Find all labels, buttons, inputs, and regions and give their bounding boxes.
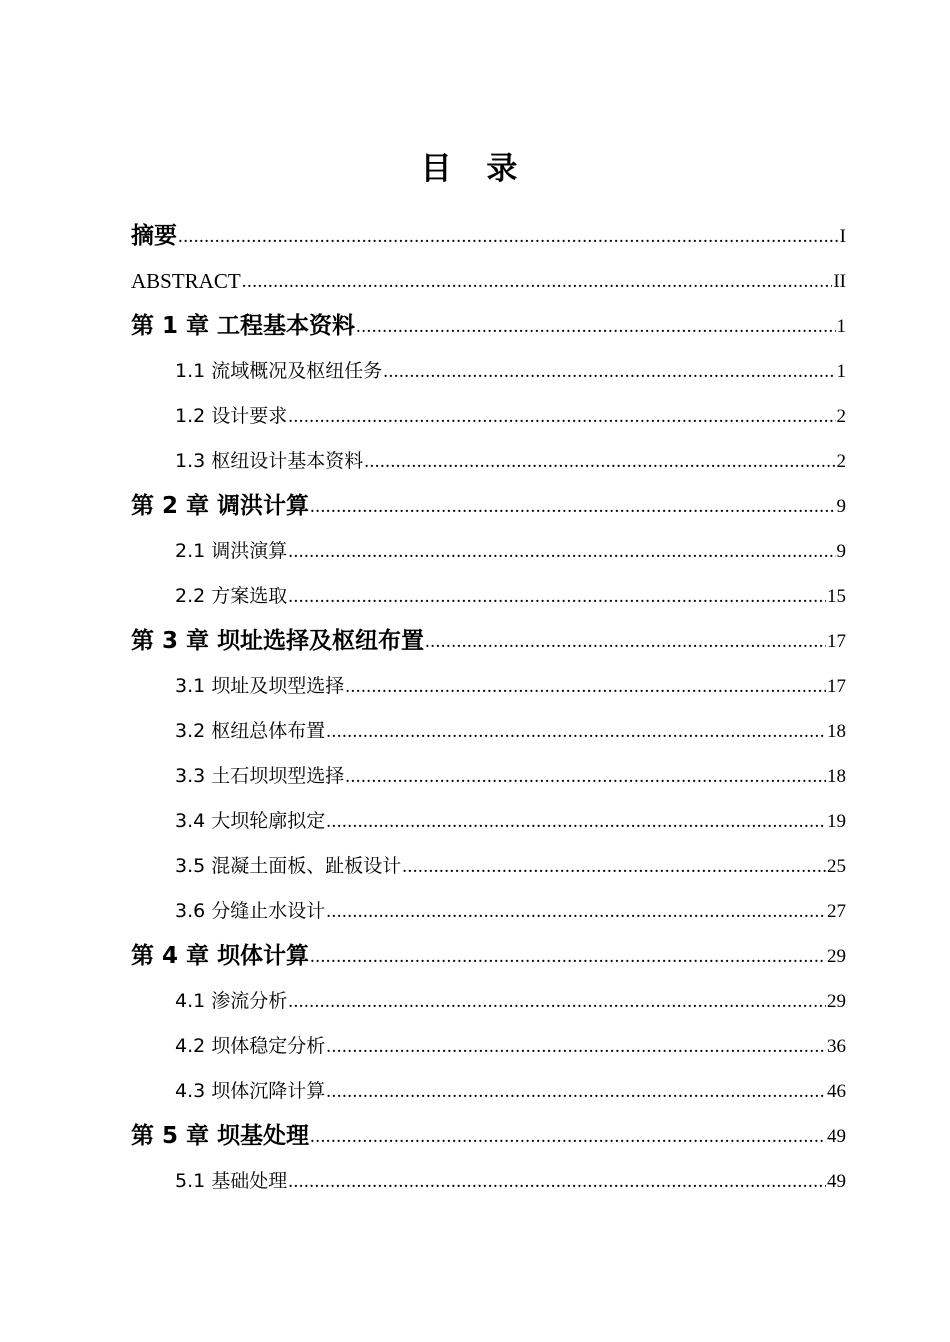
- toc-page-number: 49: [827, 1126, 846, 1147]
- toc-section-entry[interactable]: [131, 844, 846, 889]
- toc-page-number: 17: [827, 676, 846, 697]
- toc-section-entry[interactable]: [131, 889, 846, 934]
- toc-chapter-entry[interactable]: [131, 619, 846, 664]
- toc-page-number: 15: [827, 586, 846, 607]
- toc-entry-title: 3.1 坝址及坝型选择: [175, 675, 345, 697]
- toc-chapter-entry[interactable]: [131, 214, 846, 259]
- dot-leader: [402, 844, 826, 889]
- toc-entry-title: 4.3 坝体沉降计算: [175, 1080, 326, 1102]
- dot-leader: [310, 1114, 826, 1159]
- toc-entry-title: 1.3 枢纽设计基本资料: [175, 450, 364, 472]
- toc-section-entry[interactable]: [131, 529, 846, 574]
- dot-leader: [288, 394, 835, 439]
- toc-page-number: 9: [836, 541, 846, 562]
- toc-entry-title: 第 2 章 调洪计算: [131, 493, 310, 519]
- toc-page-number: I: [839, 226, 846, 247]
- toc-entry-title: 3.5 混凝土面板、趾板设计: [175, 855, 402, 877]
- toc-page-number: 18: [827, 766, 846, 787]
- toc-page-number: 19: [827, 811, 846, 832]
- toc-page-number: 2: [836, 451, 846, 472]
- toc-page-number: 18: [827, 721, 846, 742]
- toc-entry-title: 3.6 分缝止水设计: [175, 900, 326, 922]
- dot-leader: [425, 619, 826, 664]
- toc-section-entry[interactable]: [131, 439, 846, 484]
- dot-leader: [326, 889, 826, 934]
- toc-entry-title: 5.1 基础处理: [175, 1170, 288, 1192]
- dot-leader: [288, 574, 826, 619]
- toc-entry-title: 摘要: [131, 223, 177, 249]
- toc-section-entry[interactable]: [131, 1024, 846, 1069]
- toc-entry-title: 4.1 渗流分析: [175, 990, 288, 1012]
- toc-page-number: 1: [836, 316, 846, 337]
- dot-leader: [288, 1159, 826, 1204]
- toc-page-number: II: [833, 271, 846, 292]
- dot-leader: [242, 259, 833, 304]
- toc-entry-title: 1.1 流域概况及枢纽任务: [175, 360, 383, 382]
- toc-section-entry[interactable]: [131, 394, 846, 439]
- toc-entry-title: 3.4 大坝轮廓拟定: [175, 810, 326, 832]
- toc-chapter-entry[interactable]: [131, 934, 846, 979]
- toc-entry-title: 2.2 方案选取: [175, 585, 288, 607]
- dot-leader: [356, 304, 835, 349]
- dot-leader: [310, 484, 835, 529]
- dot-leader: [345, 664, 826, 709]
- page-title: 目 录: [420, 151, 530, 187]
- toc-section-entry[interactable]: [131, 709, 846, 754]
- toc-page-number: 9: [836, 496, 846, 517]
- dot-leader: [383, 349, 835, 394]
- dot-leader: [326, 1024, 826, 1069]
- toc-entry-title: 2.1 调洪演算: [175, 540, 288, 562]
- table-of-contents: [131, 214, 846, 1204]
- toc-page-number: 29: [827, 991, 846, 1012]
- toc-entry-title: 第 5 章 坝基处理: [131, 1123, 310, 1149]
- toc-entry-title: 3.3 土石坝坝型选择: [175, 765, 345, 787]
- toc-page-number: 1: [836, 361, 846, 382]
- toc-section-entry[interactable]: [131, 799, 846, 844]
- toc-page-number: 49: [827, 1171, 846, 1192]
- toc-chapter-entry[interactable]: [131, 484, 846, 529]
- dot-leader: [288, 529, 835, 574]
- toc-section-entry[interactable]: [131, 979, 846, 1024]
- toc-entry-title: 第 3 章 坝址选择及枢纽布置: [131, 628, 425, 654]
- toc-page-number: 27: [827, 901, 846, 922]
- toc-page-number: 17: [827, 631, 846, 652]
- toc-section-entry[interactable]: [131, 664, 846, 709]
- toc-chapter-entry[interactable]: [131, 304, 846, 349]
- toc-page-number: 46: [827, 1081, 846, 1102]
- toc-entry-title: ABSTRACT: [131, 269, 241, 293]
- toc-chapter-entry[interactable]: [131, 1114, 846, 1159]
- dot-leader: [364, 439, 835, 484]
- dot-leader: [178, 214, 839, 259]
- dot-leader: [345, 754, 826, 799]
- dot-leader: [326, 709, 826, 754]
- dot-leader: [326, 799, 826, 844]
- toc-entry-title: 第 4 章 坝体计算: [131, 943, 310, 969]
- dot-leader: [326, 1069, 826, 1114]
- toc-section-entry[interactable]: [131, 574, 846, 619]
- toc-section-entry[interactable]: [131, 349, 846, 394]
- toc-entry-title: 1.2 设计要求: [175, 405, 288, 427]
- toc-page-number: 25: [827, 856, 846, 877]
- toc-entry-title: 第 1 章 工程基本资料: [131, 313, 356, 339]
- toc-entry-title: 4.2 坝体稳定分析: [175, 1035, 326, 1057]
- dot-leader: [288, 979, 826, 1024]
- toc-section-entry[interactable]: [131, 754, 846, 799]
- toc-page-number: 29: [827, 946, 846, 967]
- toc-section-entry[interactable]: [131, 1159, 846, 1204]
- toc-entry-title: 3.2 枢纽总体布置: [175, 720, 326, 742]
- dot-leader: [310, 934, 826, 979]
- toc-chapter-entry[interactable]: [131, 259, 846, 304]
- toc-section-entry[interactable]: [131, 1069, 846, 1114]
- toc-page-number: 2: [836, 406, 846, 427]
- toc-page-number: 36: [827, 1036, 846, 1057]
